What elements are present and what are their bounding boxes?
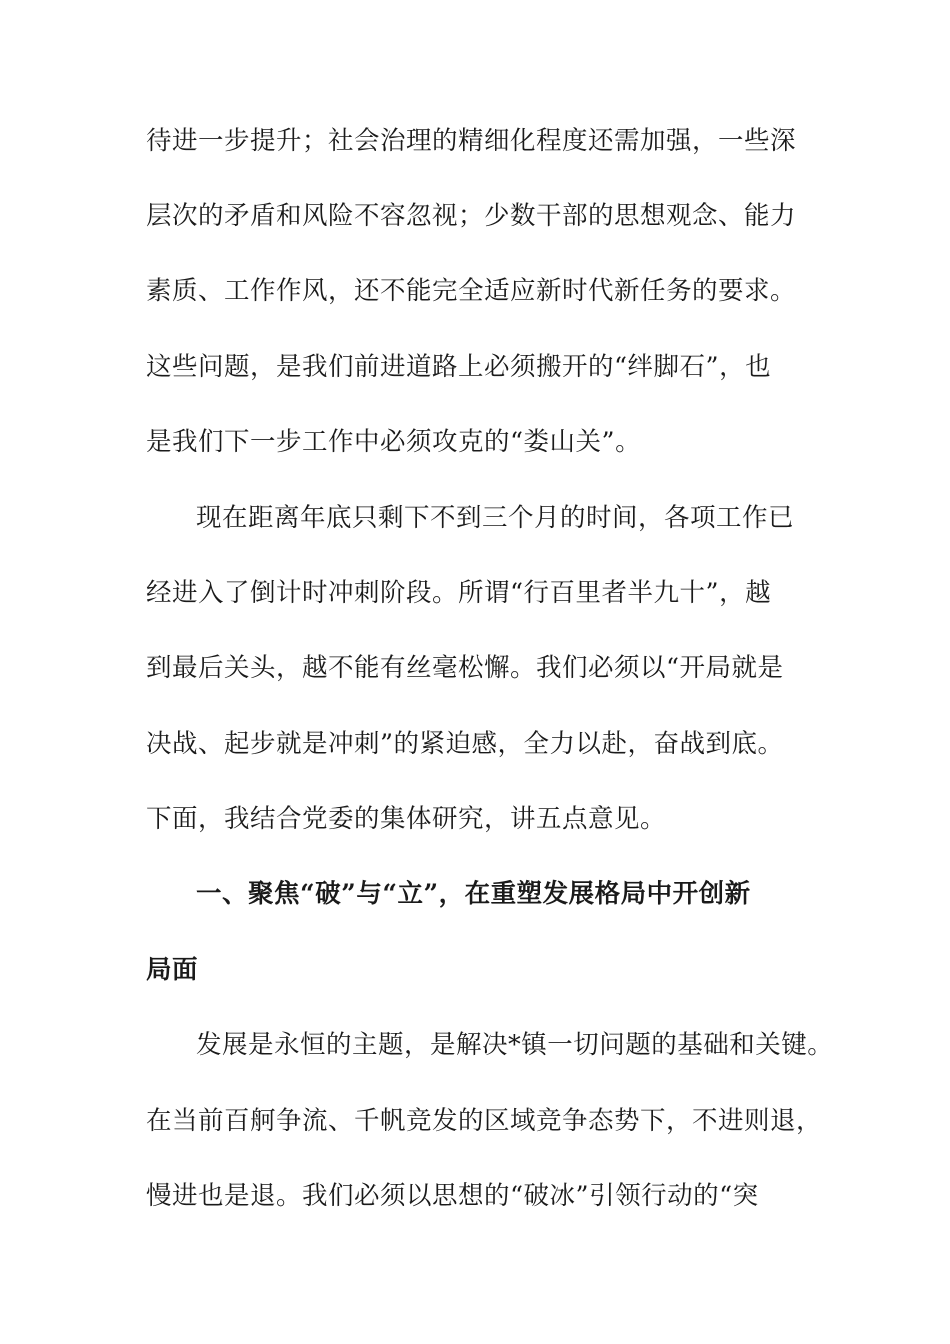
paragraph-line: 下面，我结合党委的集体研究，讲五点意见。 [146,804,667,834]
paragraph-line: 在当前百舸争流、千帆竞发的区域竞争态势下，不进则退， [146,1106,823,1136]
paragraph-line: 慢进也是退。我们必须以思想的“破冰”引领行动的“突 [146,1181,759,1211]
section-heading-line: 局面 [146,955,199,985]
paragraph-line: 素质、工作作风，还不能完全适应新时代新任务的要求。 [146,276,797,306]
paragraph-line: 到最后关头，越不能有丝毫松懈。我们必须以“开局就是 [146,653,784,683]
paragraph-line: 决战、起步就是冲刺”的紧迫感，全力以赴，奋战到底。 [146,729,784,759]
paragraph-line: 层次的矛盾和风险不容忽视；少数干部的思想观念、能力 [146,201,797,231]
section-heading-line: 一、聚焦“破”与“立”，在重塑发展格局中开创新 [196,879,751,909]
paragraph-line: 发展是永恒的主题，是解决*镇一切问题的基础和关键。 [196,1030,834,1060]
paragraph-line: 经进入了倒计时冲刺阶段。所谓“行百里者半九十”，越 [146,578,772,608]
paragraph-line: 待进一步提升；社会治理的精细化程度还需加强，一些深 [146,126,797,156]
paragraph-line: 这些问题，是我们前进道路上必须搬开的“绊脚石”，也 [146,352,772,382]
paragraph-line: 是我们下一步工作中必须攻克的“娄山关”。 [146,427,642,457]
paragraph-line: 现在距离年底只剩下不到三个月的时间，各项工作已 [196,503,795,533]
